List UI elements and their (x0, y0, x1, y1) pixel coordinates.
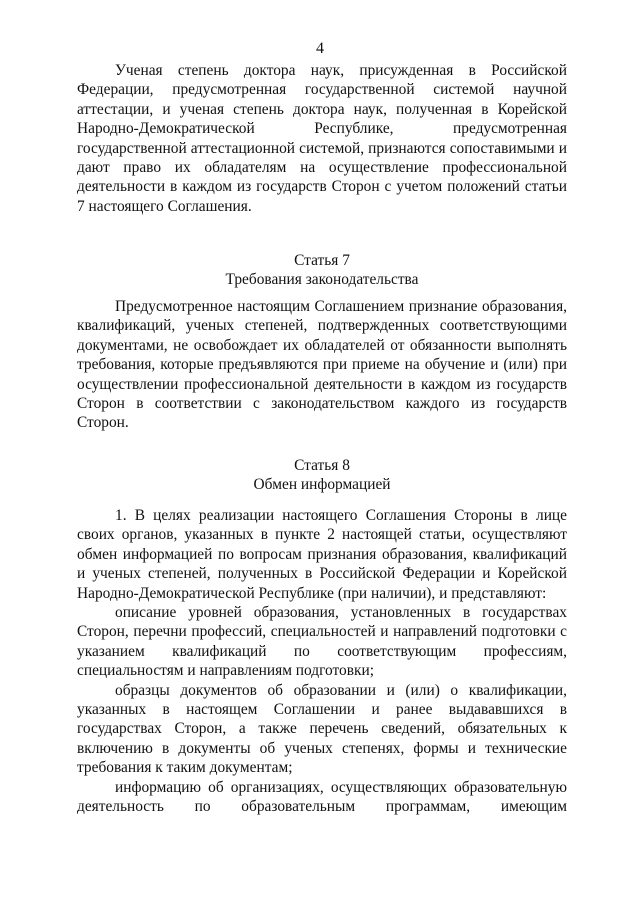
article-7-number: Статья 7 (294, 252, 350, 269)
paragraph-education-levels: описание уровней образования, установленных в государствах Сторон, перечни профессий, специальностей и направлений подготовки с указанием квалификаций по соответствующим профессиям, специальностям и направлениям подготовки; (77, 604, 567, 680)
article-7-body (77, 297, 567, 433)
paragraph-exchange-purpose: 1. В целях реализации настоящего Соглашения Стороны в лице своих органов, указанных в пункте 2 настоящей статьи, осуществляют обмен информацией по вопросам признания образования, квалификаций и ученых степеней, полученных в Российской Федерации и Корейской Народно-Демократической Республике (при наличии), и представляют: (77, 507, 567, 602)
article-6-continuation (77, 61, 567, 216)
paragraph-legislation-requirements: Предусмотренное настоящим Соглашением признание образования, квалификаций, ученых степеней, подтвержденных соответствующими документами, не освобождает их обладателей от обязанности выполнять требования, которые предъявляются при приеме на обучение и (или) при осуществлении профессиональной деятельности в каждом из государств Сторон в соответствии с законодательством каждого из государств Сторон. (77, 298, 567, 432)
article-7-title: Требования законодательства (225, 271, 419, 289)
article-8-title: Обмен информацией (253, 476, 391, 494)
article-8-heading (77, 456, 567, 495)
page-number: 4 (316, 40, 324, 57)
article-8-number: Статья 8 (294, 457, 350, 474)
paragraph-document-samples: образцы документов об образовании и (или) о квалификации, указанных в настоящем Соглашении и ранее выдававшихся в государствах Сторон, а также перечень сведений, обязательных к включению в документы об ученых степенях, формы и технические требования к таким документам; (77, 681, 567, 777)
paragraph-doctoral-degree: Ученая степень доктора наук, присужденная в Российской Федерации, предусмотренная государственной системой научной аттестации, и ученая степень доктора наук, полученная в Корейской Народно-Демократической Республике, предусмотренная государственной аттестационной системой, признаются сопоставимыми и дают право их обладателям на осуществление профессиональной деятельности в каждом из государств Сторон с учетом положений статьи 7 настоящего Соглашения. (77, 62, 567, 215)
paragraph-organizations-info: информацию об организациях, осуществляющих образовательную деятельность по образовательным программам, имеющим (77, 778, 567, 816)
article-8-body (77, 506, 567, 817)
article-7-heading (77, 251, 567, 290)
